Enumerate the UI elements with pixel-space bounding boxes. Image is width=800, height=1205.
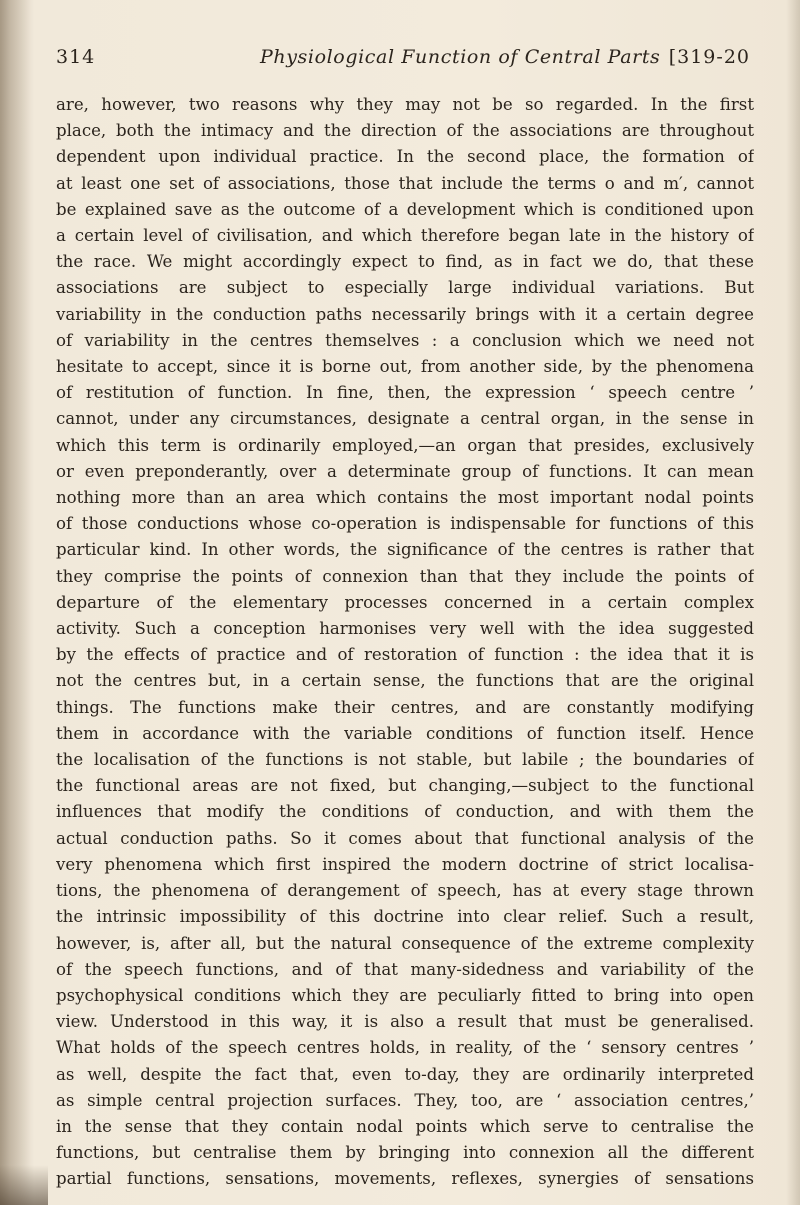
text-line: nothing more than an area which contains the most important nodal points	[56, 488, 754, 508]
text-line: place, both the intimacy and the direction of the associations are throughout	[56, 121, 754, 141]
text-line: are, however, two reasons why they may not be so regarded. In the first	[56, 95, 754, 114]
text-line: as well, despite the fact that, even to-day, they are ordinarily interpreted	[56, 1064, 754, 1084]
text-line: influences that modify the conditions of conduction, and with them the	[56, 802, 754, 822]
text-line: at least one set of associations, those that include the terms o and m′, cannot	[56, 173, 754, 193]
text-line: the functional areas are not fixed, but changing,—subject to the functional	[56, 776, 754, 796]
text-line: What holds of the speech centres holds, in reality, of the ‘ sensory centres ’	[56, 1038, 754, 1058]
text-line: of those conductions whose co-operation is indispensable for functions of this	[56, 514, 754, 534]
spine-shadow	[0, 0, 34, 1205]
body-text	[56, 92, 754, 1193]
text-line: functions, but centralise them by bringing into connexion all the different	[56, 1143, 754, 1163]
running-title: Physiological Function of Central Parts	[260, 46, 661, 68]
text-line: or even preponderantly, over a determinate group of functions. It can mean	[56, 461, 754, 481]
text-line: the localisation of the functions is not stable, but labile ; the boundaries of	[56, 750, 754, 770]
text-line: of the speech functions, and of that many-sidedness and variability of the	[56, 959, 754, 979]
text-line: them in accordance with the variable conditions of function itself. Hence	[56, 723, 754, 743]
section-range: [319-20	[668, 46, 750, 68]
text-line: however, is, after all, but the natural consequence of the extreme complexity	[56, 933, 754, 953]
page-number: 314	[56, 46, 96, 68]
text-line: which this term is ordinarily employed,—an organ that presides, exclusively	[56, 435, 754, 455]
text-line: actual conduction paths. So it comes about that functional analysis of the	[56, 828, 754, 848]
text-line: things. The functions make their centres, and are constantly modifying	[56, 697, 754, 717]
text-line: particular kind. In other words, the significance of the centres is rather that	[56, 540, 754, 560]
text-line: partial functions, sensations, movements, reflexes, synergies of sensations	[56, 1169, 754, 1189]
text-line: activity. Such a conception harmonises very well with the idea suggested	[56, 619, 754, 639]
page-corner-shadow	[0, 1165, 48, 1205]
text-line: they comprise the points of connexion than that they include the points of	[56, 566, 754, 586]
text-line: variability in the conduction paths necessarily brings with it a certain degree	[56, 304, 754, 324]
text-line: tions, the phenomena of derangement of speech, has at every stage thrown	[56, 881, 754, 901]
text-line: as simple central projection surfaces. They, too, are ‘ association centres,’	[56, 1090, 754, 1110]
text-line: be explained save as the outcome of a development which is conditioned upon	[56, 199, 754, 219]
text-line: dependent upon individual practice. In the second place, the formation of	[56, 147, 754, 167]
text-line: in the sense that they contain nodal points which serve to centralise the	[56, 1116, 754, 1136]
text-line: not the centres but, in a certain sense, the functions that are the original	[56, 671, 754, 691]
text-line: cannot, under any circumstances, designate a central organ, in the sense in	[56, 409, 754, 429]
text-line: hesitate to accept, since it is borne out, from another side, by the phenomena	[56, 357, 754, 377]
page-edge	[786, 0, 800, 1205]
text-line: of restitution of function. In fine, then, the expression ‘ speech centre ’	[56, 383, 754, 403]
text-line: associations are subject to especially large individual variations. But	[56, 278, 754, 298]
text-line: by the effects of practice and of restoration of function : the idea that it is	[56, 645, 754, 665]
text-line: the race. We might accordingly expect to find, as in fact we do, that these	[56, 252, 754, 272]
text-line: of variability in the centres themselves : a conclusion which we need not	[56, 330, 754, 350]
text-line: psychophysical conditions which they are peculiarly fitted to bring into open	[56, 985, 754, 1005]
text-line: a certain level of civilisation, and which therefore began late in the history of	[56, 226, 754, 246]
running-header	[56, 46, 756, 78]
text-line: the intrinsic impossibility of this doctrine into clear relief. Such a result,	[56, 907, 754, 927]
text-line: very phenomena which first inspired the modern doctrine of strict localisa-	[56, 854, 754, 874]
text-line: view. Understood in this way, it is also a result that must be generalised.	[56, 1012, 754, 1032]
text-line: departure of the elementary processes concerned in a certain complex	[56, 592, 754, 612]
